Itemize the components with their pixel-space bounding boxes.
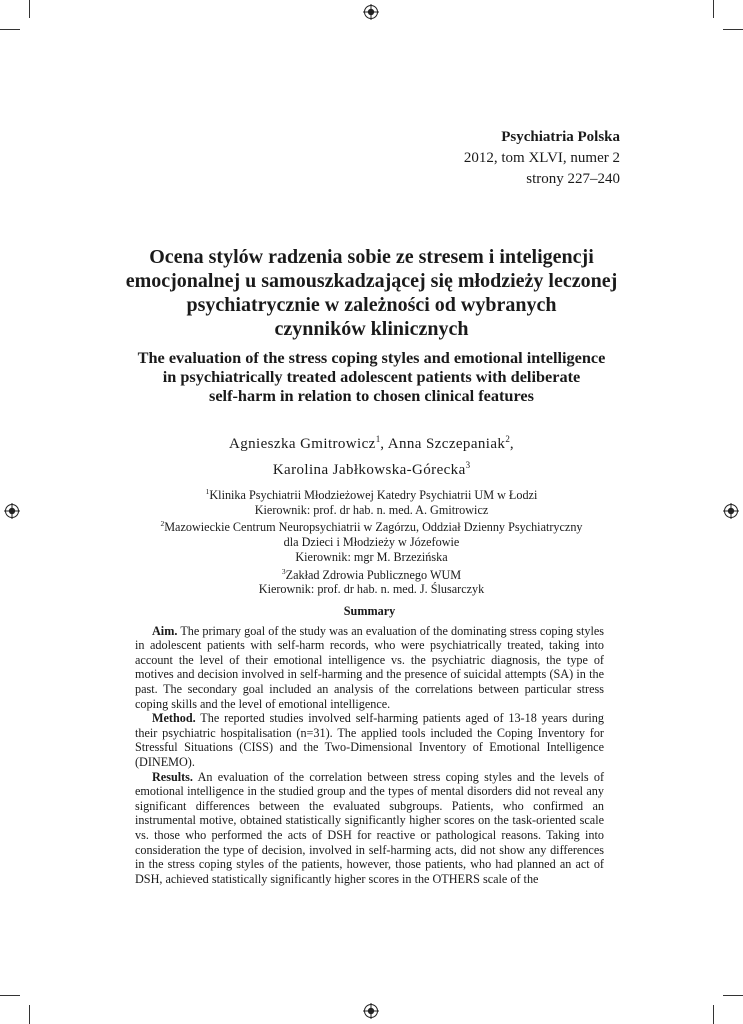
affiliations <box>90 485 653 597</box>
title-english <box>90 348 653 405</box>
registration-mark-icon <box>4 503 20 519</box>
affiliation-head: Kierownik: mgr M. Brzezińska <box>295 549 448 564</box>
affiliation-mark: 1 <box>205 487 210 496</box>
title-polish-line: czynników klinicznych <box>274 318 469 340</box>
crop-mark-top-right-horizontal <box>723 29 743 30</box>
registration-mark-icon <box>363 4 379 20</box>
affiliation-head: Kierownik: prof. dr hab. n. med. J. Ślusarczyk <box>258 582 485 597</box>
title-polish-line: psychiatrycznie w zależności od wybranych <box>186 294 557 316</box>
title-polish <box>90 245 653 341</box>
author-name: Agnieszka Gmitrowicz <box>229 436 376 452</box>
results-label: Results. <box>152 769 193 784</box>
affiliation-text: Zakład Zdrowia Publicznego WUM <box>285 567 462 582</box>
title-english-line: The evaluation of the stress coping styles and emotional intelligence <box>137 348 606 367</box>
journal-volume: 2012, tom XLVI, numer 2 <box>463 150 620 166</box>
title-english-line: in psychiatrically treated adolescent patients with deliberate <box>162 367 581 386</box>
affiliation-head: Kierownik: prof. dr hab. n. med. A. Gmitrowicz <box>254 502 489 517</box>
method-label: Method. <box>152 711 196 726</box>
registration-mark-icon <box>723 503 739 519</box>
crop-mark-bottom-right-horizontal <box>723 995 743 996</box>
author-name: Anna Szczepaniak <box>387 436 506 452</box>
crop-mark-top-left-vertical <box>29 0 30 18</box>
crop-mark-bottom-right-vertical <box>713 1005 714 1024</box>
title-english-line: self-harm in relation to chosen clinical features <box>209 386 534 405</box>
results-text: An evaluation of the correlation between stress coping styles and the levels of emotional intelligence in the studied group and the types of mental disorders did not reveal any significant differences between the evaluated subgroups. Patients, who confirmed an instrumental motive, obtained statistically significantly higher scores on the task-oriented scale vs. those who performed the acts of DSH for reactive or pathological reasons. Taking into consideration the type of decision, involved in self-harming acts, did not show any differences in the stress coping styles of the patients, however, those patients, who had planned an act of DSH, achieved statistically significantly higher scores in the OTHERS scale of the <box>135 769 605 886</box>
journal-pages: strony 227–240 <box>526 171 620 187</box>
crop-mark-bottom-left-horizontal <box>0 995 20 996</box>
aim-label: Aim. <box>152 623 178 638</box>
summary-results-paragraph <box>135 770 604 887</box>
summary-section <box>135 604 604 886</box>
title-polish-line: emocjonalnej u samouszkadzającej się młodzieży leczonej <box>125 270 618 292</box>
affiliation-mark: 2 <box>160 519 165 529</box>
summary-aim-paragraph <box>135 624 604 712</box>
journal-name: Psychiatria Polska <box>501 129 620 145</box>
aim-text: The primary goal of the study was an evaluation of the dominating stress coping styles in adolescent patients with self-harm records, who were psychiatrically treated, taking into account the level of their emotional intelligence vs. the psychiatric diagnosis, the type of motives and decision involved in self-harming and the presence of suicidal attempts (SA) in the past. The secondary goal included an analysis of the correlations between particular stress coping skills and the level of emotional intelligence. <box>135 623 604 711</box>
author-affiliation-mark: 2 <box>505 434 510 444</box>
affiliation-mark: 3 <box>281 566 286 576</box>
journal-header <box>464 127 620 190</box>
author-affiliation-mark: 1 <box>375 434 381 444</box>
crop-mark-top-left-horizontal <box>0 29 20 30</box>
affiliation-text: Mazowieckie Centrum Neuropsychiatrii w Zagórzu, Oddział Dzienny Psychiatryczny <box>164 520 583 535</box>
title-polish-line: Ocena stylów radzenia sobie ze stresem i inteligencji <box>149 246 594 268</box>
crop-mark-top-right-vertical <box>713 0 714 18</box>
registration-mark-icon <box>363 1003 379 1019</box>
affiliation-text: dla Dzieci i Młodzieży w Józefowie <box>283 535 460 550</box>
author-list: Agnieszka Gmitrowicz$^1$, Anna Szczepaniak$^2$, Karolina Jabłkowska-Górecka$^3$ <box>229 434 514 478</box>
author-name: Karolina Jabłkowska-Górecka <box>272 462 466 478</box>
summary-title: Summary <box>343 604 396 618</box>
author-affiliation-mark: 3 <box>465 460 471 470</box>
method-text: The reported studies involved self-harming patients aged of 13-18 years during their psychiatric hospitalisation (n=31). The applied tools included the Coping Inventory for Stressful Situations (CISS) and the Two-Dimensional Inventory of Emotional Intelligence (DINEMO). <box>135 711 604 769</box>
affiliation-text: Klinika Psychiatrii Młodzieżowej Katedry Psychiatrii UM w Łodzi <box>209 488 538 503</box>
crop-mark-bottom-left-vertical <box>29 1005 30 1024</box>
summary-method-paragraph <box>135 711 604 769</box>
